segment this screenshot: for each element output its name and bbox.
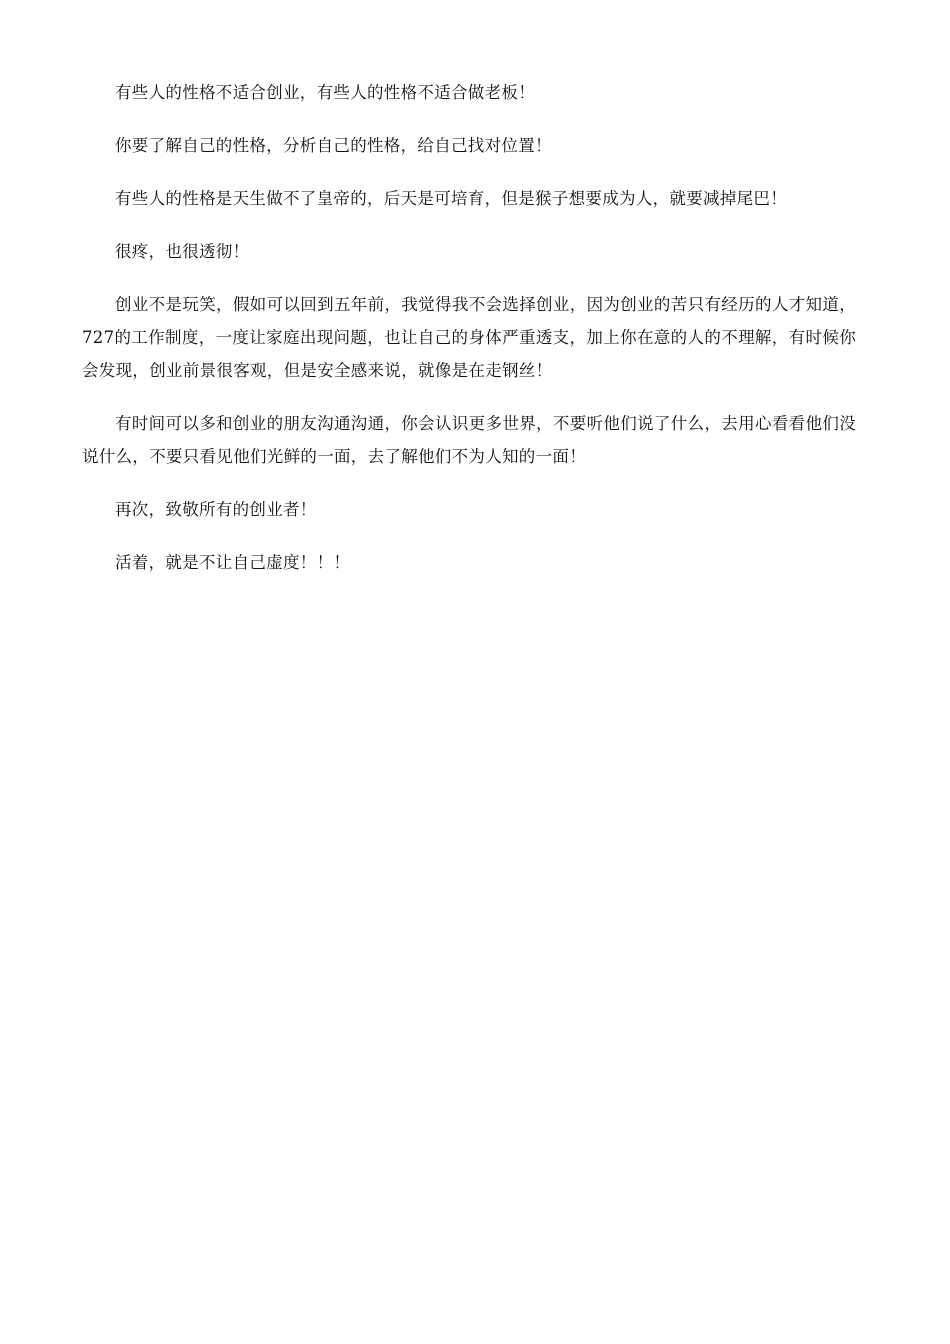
paragraph-4: 很疼，也很透彻！ <box>115 242 250 261</box>
paragraph-7: 再次，致敬所有的创业者！ <box>115 500 317 519</box>
paragraph-3: 有些人的性格是天生做不了皇帝的，后天是可培育，但是猴子想要成为人，就要减掉尾巴！ <box>115 189 787 208</box>
paragraph-5: 创业不是玩笑，假如可以回到五年前，我觉得我不会选择创业，因为创业的苦只有经历的人才知道，727的工作制度，一度让家庭出现问题，也让自己的身体严重透支，加上你在意的人的不理解，有时候你会发现，创业前景很客观，但是安全感来说，就像是在走钢丝！ <box>82 295 856 380</box>
paragraph-8: 活着，就是不让自己虚度！！！ <box>115 553 351 572</box>
paragraph-1: 有些人的性格不适合创业，有些人的性格不适合做老板！ <box>115 83 535 102</box>
paragraph-6: 有时间可以多和创业的朋友沟通沟通，你会认识更多世界，不要听他们说了什么，去用心看看他们没说什么，不要只看见他们光鲜的一面，去了解他们不为人知的一面！ <box>82 414 856 466</box>
paragraph-2: 你要了解自己的性格，分析自己的性格，给自己找对位置！ <box>115 136 552 155</box>
document-body <box>82 76 856 599</box>
